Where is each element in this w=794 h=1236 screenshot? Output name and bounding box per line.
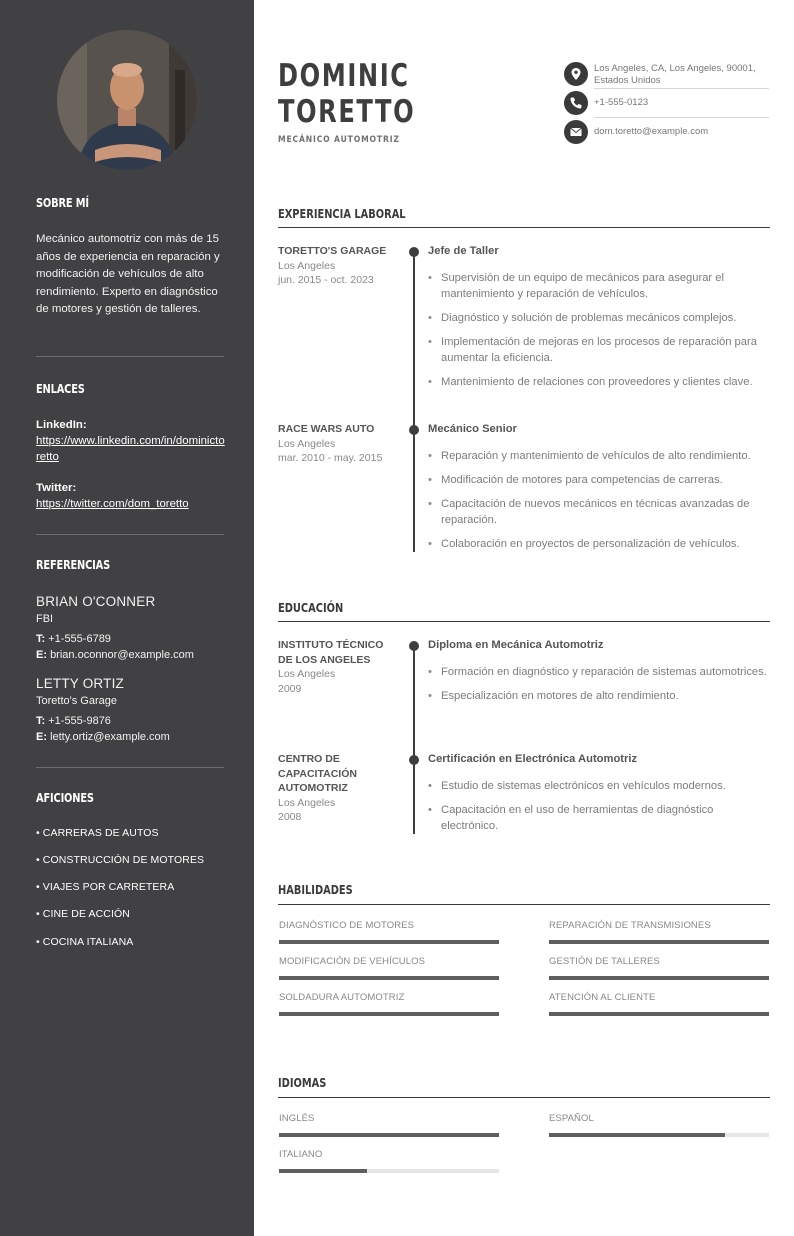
- skill-name: REPARACIÓN DE TRANSMISIONES: [549, 920, 711, 931]
- skill-item: [549, 956, 770, 967]
- skill-item: [549, 920, 770, 931]
- sidebar: [0, 0, 254, 1236]
- reference-email: letty.ortiz@example.com: [50, 731, 170, 743]
- phone-icon: [564, 91, 588, 115]
- timeline-dot: [409, 247, 419, 257]
- list-item: • Colaboración en proyectos de personalización de vehículos.: [428, 536, 773, 552]
- hobby-item: • CONSTRUCCIÓN DE MOTORES: [36, 854, 205, 866]
- language-item: [549, 1113, 770, 1124]
- education-school: CENTRO DE CAPACITACIÓN AUTOMOTRIZ: [278, 753, 357, 794]
- section-divider: [278, 227, 770, 228]
- skill-bar-track: [279, 1012, 499, 1016]
- last-name: TORETTO: [278, 94, 416, 130]
- timeline-line: [413, 644, 415, 834]
- skill-bar-track: [549, 976, 769, 980]
- language-bar-track: [279, 1169, 499, 1173]
- timeline-dot: [409, 425, 419, 435]
- list-item: • Implementación de mejoras en los procesos de reparación para aumentar la eficiencia.: [428, 334, 773, 366]
- section-divider: [278, 904, 770, 905]
- contact-email[interactable]: dom.toretto@example.com: [594, 126, 709, 137]
- language-name: ESPAÑOL: [549, 1113, 594, 1124]
- section-divider: [278, 621, 770, 622]
- job-bullets: [428, 270, 773, 398]
- skills-heading: HABILIDADES: [278, 883, 353, 897]
- reference-phone-row: [36, 713, 236, 729]
- sidebar-divider: [36, 534, 224, 535]
- list-item: • Formación en diagnóstico y reparación de sistemas automotrices.: [428, 664, 773, 680]
- language-bar-fill: [279, 1169, 367, 1173]
- hobby-item: • CINE DE ACCIÓN: [36, 908, 130, 920]
- reference-email-row: [36, 729, 236, 745]
- job-location: Los Angeles: [278, 437, 336, 450]
- about-heading: SOBRE MÍ: [36, 196, 89, 210]
- reference-email-row: [36, 647, 236, 663]
- list-item: • Supervisión de un equipo de mecánicos para asegurar el mantenimiento y reparación de vehículos.: [428, 270, 773, 302]
- skill-item: [549, 992, 770, 1003]
- phone-label: T:: [36, 715, 46, 727]
- education-title: Diploma en Mecánica Automotriz: [428, 639, 604, 651]
- hobbies-heading: AFICIONES: [36, 791, 94, 805]
- linkedin-link-block: [36, 417, 226, 465]
- reference-name: BRIAN O'CONNER: [36, 594, 156, 609]
- reference-phone: +1-555-6789: [48, 633, 111, 645]
- sidebar-divider: [36, 356, 224, 357]
- education-location: Los Angeles: [278, 668, 336, 680]
- languages-heading: IDIOMAS: [278, 1076, 327, 1090]
- skill-bar-fill: [279, 976, 499, 980]
- reference-org: Toretto's Garage: [36, 695, 117, 707]
- education-school: INSTITUTO TÉCNICO DE LOS ANGELES: [278, 639, 384, 666]
- job-company: RACE WARS AUTO: [278, 423, 375, 435]
- reference-item: [36, 675, 236, 745]
- skill-name: DIAGNÓSTICO DE MOTORES: [279, 920, 415, 931]
- contact-divider: [594, 117, 769, 118]
- language-bar-fill: [549, 1133, 725, 1137]
- sidebar-divider: [36, 767, 224, 768]
- reference-phone: +1-555-9876: [48, 715, 111, 727]
- skill-bar-track: [549, 940, 769, 944]
- hobby-item: • CARRERAS DE AUTOS: [36, 827, 159, 839]
- skill-item: [279, 992, 500, 1003]
- skill-bar-fill: [549, 1012, 769, 1016]
- job-title-entry: Mecánico Senior: [428, 423, 517, 435]
- skill-bar-fill: [279, 940, 499, 944]
- language-bar-fill: [279, 1133, 499, 1137]
- section-divider: [278, 1097, 770, 1098]
- education-meta: [278, 752, 388, 825]
- hobby-item: • COCINA ITALIANA: [36, 936, 134, 948]
- linkedin-link[interactable]: https://www.linkedin.com/in/dominictoretto: [36, 435, 225, 463]
- job-company: TORETTO'S GARAGE: [278, 245, 387, 257]
- person-portrait-icon: [57, 30, 197, 170]
- education-year: 2008: [278, 811, 302, 823]
- skill-name: SOLDADURA AUTOMOTRIZ: [279, 992, 405, 1003]
- profile-photo: [57, 30, 197, 170]
- skill-name: MODIFICACIÓN DE VEHÍCULOS: [279, 956, 426, 967]
- language-item: [279, 1149, 500, 1160]
- about-text: Mecánico automotriz con más de 15 años de experiencia en reparación y modificación de vehículos de alto rendimiento. Experto en diagnóstico de motores y gestión de talleres.: [36, 233, 220, 315]
- experience-heading: EXPERIENCIA LABORAL: [278, 207, 406, 221]
- job-dates: jun. 2015 - oct. 2023: [278, 274, 374, 286]
- location-pin-icon: [564, 62, 588, 86]
- education-bullets: [428, 664, 773, 712]
- envelope-icon: [564, 120, 588, 144]
- timeline-line: [413, 250, 415, 552]
- language-bar-track: [279, 1133, 499, 1137]
- skill-bar-track: [549, 1012, 769, 1016]
- job-meta: [278, 244, 398, 288]
- twitter-link[interactable]: https://twitter.com/dom_toretto: [36, 498, 189, 510]
- job-title-entry: Jefe de Taller: [428, 245, 499, 257]
- links-heading: ENLACES: [36, 382, 85, 396]
- language-bar-track: [549, 1133, 769, 1137]
- list-item: • Capacitación en el uso de herramientas de diagnóstico electrónico.: [428, 802, 773, 834]
- education-location: Los Angeles: [278, 796, 336, 809]
- skill-bar-fill: [549, 976, 769, 980]
- twitter-link-block: [36, 480, 226, 512]
- reference-org: FBI: [36, 613, 54, 625]
- education-heading: EDUCACIÓN: [278, 601, 344, 615]
- skill-item: [279, 920, 500, 931]
- language-name: INGLÉS: [279, 1113, 315, 1124]
- job-location: Los Angeles: [278, 259, 336, 272]
- skill-bar-track: [279, 940, 499, 944]
- list-item: • Reparación y mantenimiento de vehículos de alto rendimiento.: [428, 448, 773, 464]
- reference-email: brian.oconnor@example.com: [50, 649, 194, 661]
- job-title: MECÁNICO AUTOMOTRIZ: [278, 135, 400, 145]
- timeline-dot: [409, 755, 419, 765]
- skill-item: [279, 956, 500, 967]
- list-item: • Estudio de sistemas electrónicos en vehículos modernos.: [428, 778, 773, 794]
- reference-phone-row: [36, 631, 236, 647]
- linkedin-label: LinkedIn:: [36, 419, 87, 431]
- timeline-dot: [409, 641, 419, 651]
- job-bullets: [428, 448, 773, 560]
- contact-phone: +1-555-0123: [594, 97, 649, 108]
- education-bullets: [428, 778, 773, 842]
- skill-name: GESTIÓN DE TALLERES: [549, 956, 660, 967]
- list-item: • Mantenimiento de relaciones con proveedores y clientes clave.: [428, 374, 773, 390]
- language-item: [279, 1113, 500, 1124]
- job-meta: [278, 422, 398, 466]
- skill-bar-fill: [279, 1012, 499, 1016]
- reference-name: LETTY ORTIZ: [36, 676, 124, 691]
- skill-name: ATENCIÓN AL CLIENTE: [549, 992, 656, 1003]
- first-name: DOMINIC: [278, 58, 410, 94]
- skill-bar-track: [279, 976, 499, 980]
- hobby-item: • VIAJES POR CARRETERA: [36, 881, 175, 893]
- language-name: ITALIANO: [279, 1149, 323, 1160]
- education-year: 2009: [278, 682, 302, 695]
- list-item: • Diagnóstico y solución de problemas mecánicos complejos.: [428, 310, 773, 326]
- education-meta: [278, 638, 398, 696]
- contact-address: Los Angeles, CA, Los Angeles, 90001, Estados Unidos: [594, 63, 756, 86]
- education-title: Certificación en Electrónica Automotriz: [428, 753, 638, 765]
- twitter-label: Twitter:: [36, 482, 77, 494]
- list-item: • Especialización en motores de alto rendimiento.: [428, 688, 773, 704]
- job-dates: mar. 2010 - may. 2015: [278, 452, 383, 464]
- contact-divider: [594, 88, 769, 89]
- list-item: • Capacitación de nuevos mecánicos en técnicas avanzadas de reparación.: [428, 496, 773, 528]
- reference-item: [36, 593, 236, 663]
- skill-bar-fill: [549, 940, 769, 944]
- email-label: E:: [36, 731, 47, 743]
- list-item: • Modificación de motores para competencias de carreras.: [428, 472, 773, 488]
- phone-label: T:: [36, 633, 46, 645]
- email-label: E:: [36, 649, 47, 661]
- references-heading: REFERENCIAS: [36, 558, 111, 572]
